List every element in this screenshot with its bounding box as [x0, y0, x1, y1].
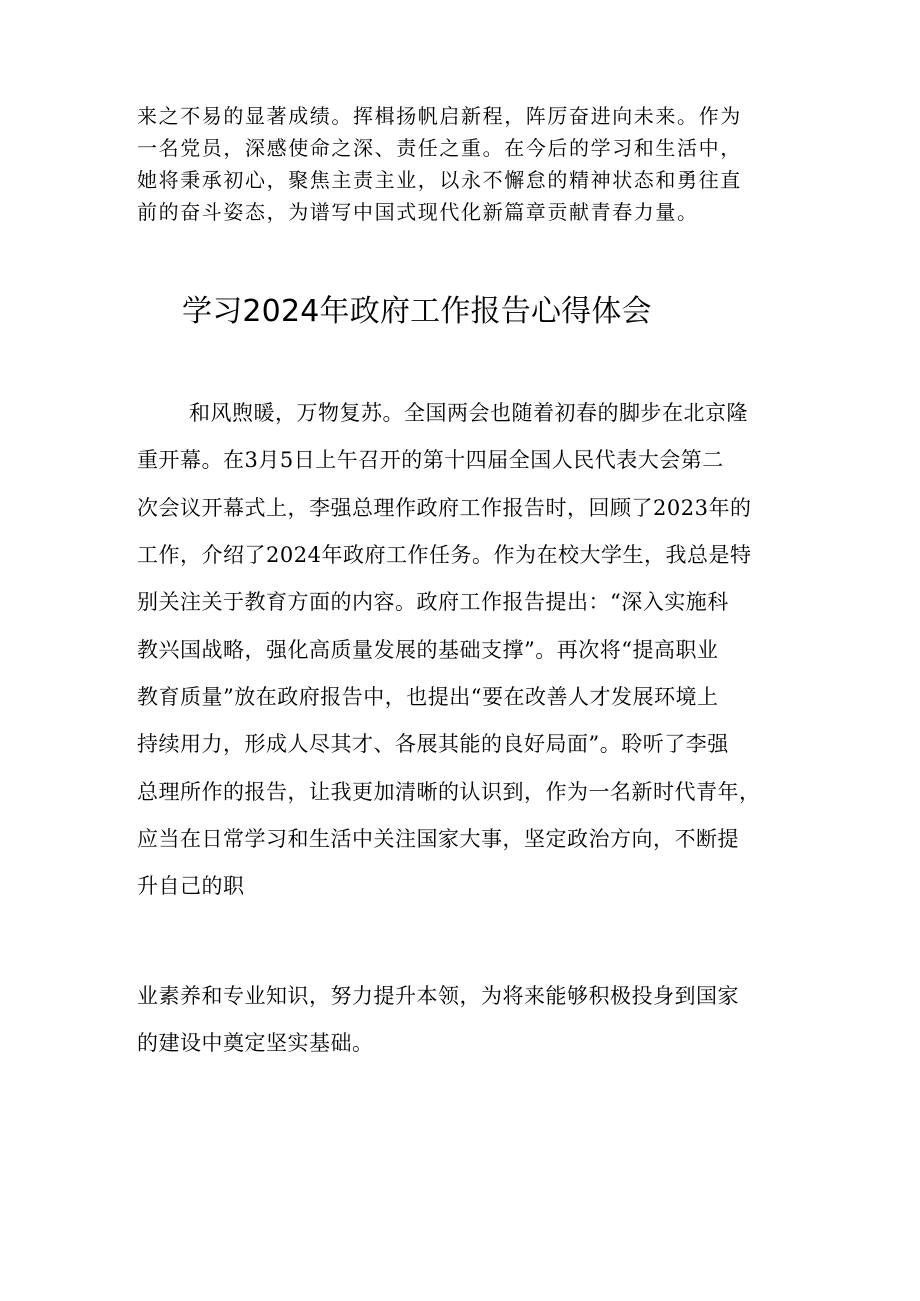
- text-line: 一名党员，深感使命之深、责任之重。在今后的学习和生活中，: [137, 136, 742, 160]
- article-title: 学习2024年政府工作报告心得体会: [182, 294, 652, 329]
- text-line: 她将秉承初心，聚焦主责主业，以永不懈怠的精神状态和勇往直: [137, 168, 742, 192]
- body-line: 重开幕。在3月5日上午召开的第十四届全国人民代表大会第二: [137, 448, 724, 472]
- body-line: 总理所作的报告，让我更加清晰的认识到，作为一名新时代青年，: [137, 780, 761, 804]
- body-line: 业素养和专业知识，努力提升本领，为将来能够积极投身到国家: [137, 984, 739, 1008]
- body-line: 和风煦暖，万物复苏。全国两会也随着初春的脚步在北京隆: [189, 401, 748, 425]
- body-line: 工作，介绍了2024年政府工作任务。作为在校大学生，我总是特: [137, 543, 752, 567]
- body-line: 教兴国战略，强化高质量发展的基础支撑”。再次将“提高职业: [137, 638, 719, 662]
- body-line: 教育质量”放在政府报告中，也提出“要在改善人才发展环境上: [137, 685, 719, 709]
- body-line: 别关注关于教育方面的内容。政府工作报告提出：“深入实施科: [137, 590, 729, 614]
- body-line: 升自己的职: [137, 874, 245, 898]
- body-line: 的建设中奠定坚实基础。: [137, 1031, 374, 1055]
- body-line: 应当在日常学习和生活中关注国家大事，坚定政治方向，不断提: [137, 827, 739, 851]
- body-line: 次会议开幕式上，李强总理作政府工作报告时，回顾了2023年的: [137, 496, 752, 520]
- body-line: 持续用力，形成人尽其才、各展其能的良好局面”。聆听了李强: [137, 732, 729, 756]
- text-line: 前的奋斗姿态，为谱写中国式现代化新篇章贡献青春力量。: [137, 200, 699, 224]
- text-line: 来之不易的显著成绩。挥楫扬帆启新程，阵厉奋进向未来。作为: [137, 104, 742, 128]
